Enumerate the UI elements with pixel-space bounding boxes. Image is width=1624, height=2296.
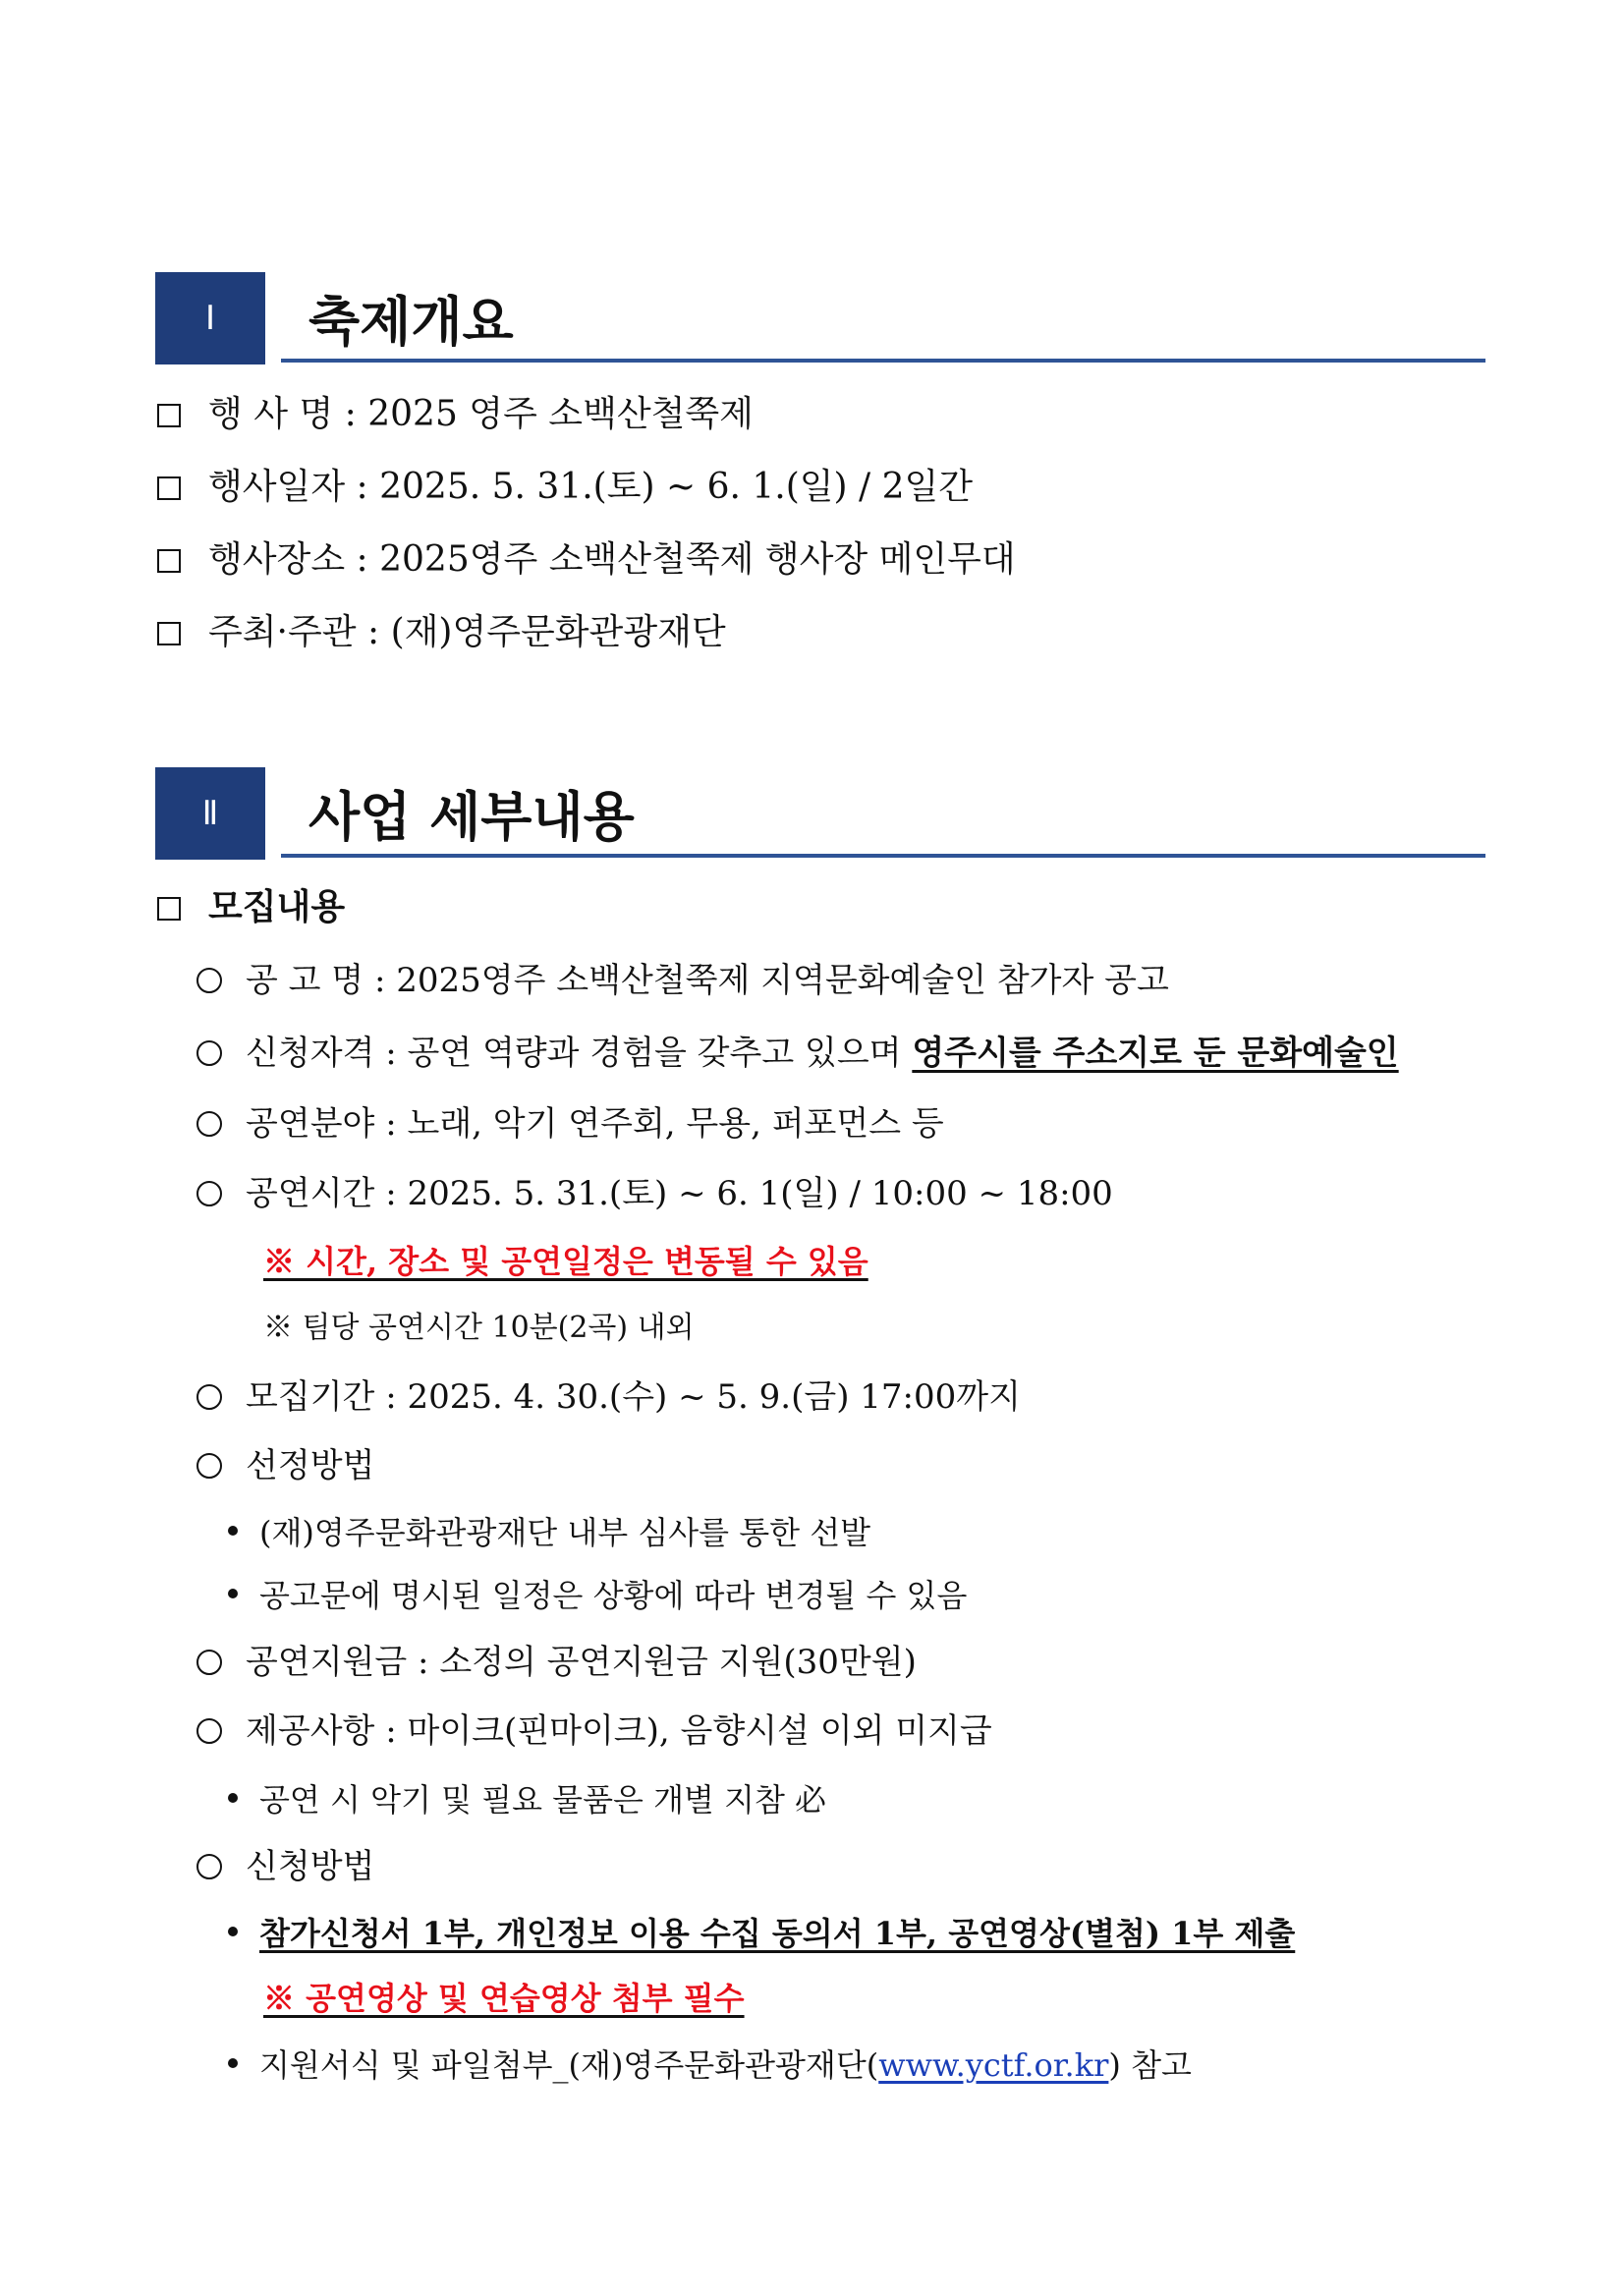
website-link[interactable]: www.yctf.or.kr — [878, 2046, 1109, 2084]
bullet-item: (재)영주문화관광재단 내부 심사를 통한 선발 — [228, 1511, 870, 1554]
list-item: 신청방법 — [196, 1845, 374, 1888]
circle-bullet-icon — [196, 1040, 222, 1066]
list-item: 공연분야 : 노래, 악기 연주회, 무용, 퍼포먼스 등 — [196, 1102, 944, 1146]
section-1-rule — [281, 359, 1485, 363]
list-item: 모집기간 : 2025. 4. 30.(수) ~ 5. 9.(금) 17:00까지 — [196, 1375, 1021, 1419]
dot-bullet-icon — [228, 1526, 238, 1536]
dot-bullet-icon — [228, 1589, 238, 1598]
subsection-heading: 모집내용 — [157, 886, 345, 929]
item-label: 주최·주관 — [208, 612, 357, 652]
circle-bullet-icon — [196, 968, 222, 993]
item-value: (재)영주문화관광재단 — [390, 612, 726, 652]
circle-bullet-icon — [196, 1854, 222, 1879]
section-2-title: 사업 세부내용 — [308, 786, 635, 848]
dot-bullet-icon — [228, 2058, 238, 2068]
bullet-item: 지원서식 및 파일첨부_(재)영주문화관광재단(www.yctf.or.kr) 참고 — [228, 2044, 1192, 2087]
list-item: 공연시간 : 2025. 5. 31.(토) ~ 6. 1(일) / 10:00 ~ 18:00 — [196, 1172, 1113, 1215]
list-item: 행 사 명 : 2025 영주 소백산철쭉제 — [157, 393, 754, 436]
list-item: 주최·주관 : (재)영주문화관광재단 — [157, 611, 726, 654]
item-value: 2025 영주 소백산철쭉제 — [367, 394, 754, 434]
apply-warning-note: ※ 공연영상 및 연습영상 첨부 필수 — [263, 1980, 745, 2017]
square-bullet-icon — [157, 549, 181, 573]
qualification-emphasis: 영주시를 주소지로 둔 문화예술인 — [912, 1034, 1399, 1073]
square-bullet-icon — [157, 404, 181, 427]
section-1-numeral: Ⅰ — [155, 272, 265, 364]
circle-bullet-icon — [196, 1650, 222, 1675]
time-note: ※ 팀당 공연시간 10분(2곡) 내외 — [263, 1311, 695, 1345]
list-item: 행사일자 : 2025. 5. 31.(토) ~ 6. 1.(일) / 2일간 — [157, 466, 973, 509]
list-item: 공 고 명 : 2025영주 소백산철쭉제 지역문화예술인 참가자 공고 — [196, 959, 1169, 1002]
list-item: 선정방법 — [196, 1444, 374, 1487]
bullet-item — [228, 1912, 1295, 1955]
item-label: 행사장소 — [208, 539, 346, 580]
bullet-item: 공연 시 악기 및 필요 물품은 개별 지참 必 — [228, 1778, 826, 1821]
apply-requirements: 참가신청서 1부, 개인정보 이용 수집 동의서 1부, 공연영상(별첨) 1부 제출 — [259, 1915, 1296, 1952]
item-value: 2025. 5. 31.(토) ~ 6. 1.(일) / 2일간 — [379, 467, 974, 507]
item-value: 2025영주 소백산철쭉제 행사장 메인무대 — [379, 539, 1016, 580]
section-2-numeral: Ⅱ — [155, 767, 265, 860]
time-warning-note: ※ 시간, 장소 및 공연일정은 변동될 수 있음 — [263, 1243, 868, 1280]
circle-bullet-icon — [196, 1453, 222, 1479]
circle-bullet-icon — [196, 1718, 222, 1744]
item-label: 행사일자 — [208, 467, 346, 507]
list-item: 제공사항 : 마이크(핀마이크), 음향시설 이외 미지급 — [196, 1709, 992, 1753]
circle-bullet-icon — [196, 1181, 222, 1206]
circle-bullet-icon — [196, 1384, 222, 1410]
list-item: 공연지원금 : 소정의 공연지원금 지원(30만원) — [196, 1641, 917, 1684]
section-2-rule — [281, 854, 1485, 858]
square-bullet-icon — [157, 476, 181, 500]
square-bullet-icon — [157, 897, 181, 921]
dot-bullet-icon — [228, 1793, 238, 1803]
list-item: 행사장소 : 2025영주 소백산철쭉제 행사장 메인무대 — [157, 538, 1016, 582]
item-label: 행 사 명 — [208, 394, 334, 434]
list-item: 신청자격 : 공연 역량과 경험을 갖추고 있으며 영주시를 주소지로 둔 문화예술인 — [196, 1032, 1399, 1075]
circle-bullet-icon — [196, 1111, 222, 1137]
section-1-title: 축제개요 — [308, 291, 514, 353]
bullet-item: 공고문에 명시된 일정은 상황에 따라 변경될 수 있음 — [228, 1574, 967, 1617]
square-bullet-icon — [157, 622, 181, 645]
dot-bullet-icon — [228, 1927, 238, 1936]
